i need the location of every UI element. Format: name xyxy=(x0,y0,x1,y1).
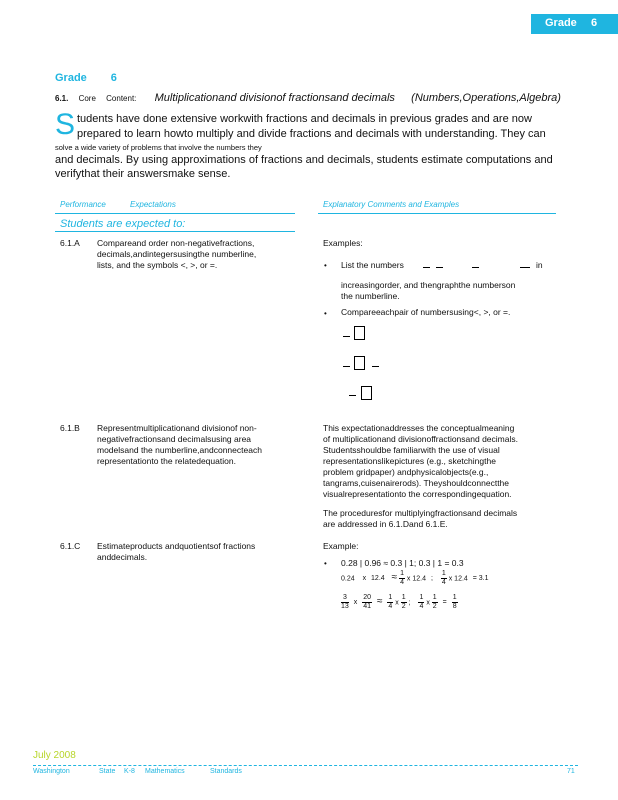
blank-dash xyxy=(520,267,530,268)
core-title: Multiplicationand divisionof fractionsand decimals xyxy=(154,92,395,104)
row-id-b: 6.1.B xyxy=(60,423,80,433)
math-fraction xyxy=(432,594,438,611)
row-b-line: representationto the relatedequation. xyxy=(97,456,236,466)
math-fraction xyxy=(452,594,458,611)
intro-line-4: verifythat their answersmake sense. xyxy=(55,168,231,180)
compare-dash xyxy=(372,366,379,367)
expl-b-paragraph-2 xyxy=(323,508,563,530)
math-op: ≈ xyxy=(391,572,398,584)
expl-a-b2: Compareeachpair of numbersusing<, >, or =. xyxy=(341,307,511,317)
fraction-numerator: 1 xyxy=(441,570,446,577)
fraction-denominator: 41 xyxy=(363,603,371,610)
students-rule xyxy=(55,231,295,232)
core-strands: (Numbers,Operations,Algebra) xyxy=(411,92,561,104)
fraction-numerator: 1 xyxy=(400,570,404,577)
row-a-line: Compareand order non-negativefractions, xyxy=(97,238,255,248)
footer-dashed-rule xyxy=(33,765,578,766)
expl-a-b1c: increasingorder, and thengraphthe numberson xyxy=(341,280,516,290)
left-column-rule xyxy=(55,213,295,214)
math-term: 12.4 xyxy=(412,575,426,583)
grade-heading xyxy=(55,72,117,84)
math-op: = xyxy=(442,599,447,607)
grade-tab-number: 6 xyxy=(591,17,598,29)
intro-line-2: prepared to learn howto multiply and divide fractions and decimals with understanding. They can xyxy=(77,128,546,140)
bullet-dot: • xyxy=(324,559,327,568)
math-fraction xyxy=(387,594,393,611)
row-text-c xyxy=(97,541,297,563)
row-c-line: Estimateproducts andquotientsof fractions xyxy=(97,541,256,551)
math-line-2 xyxy=(341,570,489,587)
compare-box xyxy=(354,356,365,370)
footer-grades: K-8 xyxy=(124,768,135,775)
fraction-denominator: 4 xyxy=(388,603,393,610)
grade-heading-label: Grade xyxy=(55,72,87,84)
expl-b-line: This expectationaddresses the conceptualmeaning xyxy=(323,423,515,433)
footer-state: State xyxy=(99,768,116,775)
core-number: 6.1. xyxy=(55,94,69,103)
fraction-numerator: 1 xyxy=(452,594,457,601)
footer-standards: Standards xyxy=(210,768,242,775)
compare-box xyxy=(354,326,365,340)
math-term: 0.24 xyxy=(341,575,355,583)
math-fraction xyxy=(401,594,407,611)
expl-b-line: visualrepresentationto the correspondingequation. xyxy=(323,489,512,499)
fraction-numerator: 1 xyxy=(388,594,393,601)
row-c-line: anddecimals. xyxy=(97,552,148,562)
math-op: x xyxy=(448,575,453,583)
expl-a-b1b: in xyxy=(536,260,543,270)
math-result: = 3.1 xyxy=(472,575,489,583)
intro-small-line: solve a wide variety of problems that involve the numbers they xyxy=(55,143,262,152)
math-op: ≈ xyxy=(376,596,383,608)
fraction-denominator: 2 xyxy=(401,603,406,610)
footer-washington: Washington xyxy=(33,768,70,775)
expectations-label: Expectations xyxy=(130,200,176,209)
fraction-denominator: 8 xyxy=(452,603,457,610)
expl-a-b1d: the numberline. xyxy=(341,291,400,301)
page-number: 71 xyxy=(567,768,575,775)
fraction-numerator: 3 xyxy=(342,594,347,601)
fraction-denominator: 13 xyxy=(341,603,349,610)
math-op: x xyxy=(353,599,358,607)
expl-c-example: Example: xyxy=(323,541,359,551)
fraction-numerator: 1 xyxy=(401,594,406,601)
row-b-line: negativefractionsand decimalsusing area xyxy=(97,434,252,444)
expl-b-line: problem gridpaper) andphysicalobjects(e.g., xyxy=(323,467,489,477)
fraction-denominator: 4 xyxy=(400,579,404,586)
expl-b-line: of multiplicationand divisionoffractionsand decimals. xyxy=(323,434,518,444)
bullet-dot: • xyxy=(324,261,327,270)
fraction-denominator: 4 xyxy=(419,603,424,610)
row-b-line: Representmultiplicationand divisionof non- xyxy=(97,423,257,433)
math-op: x xyxy=(395,599,399,607)
row-a-line: lists, and the symbols <, >, or =. xyxy=(97,260,218,270)
intro-dropcap: S xyxy=(55,108,76,141)
footer-mathematics: Mathematics xyxy=(145,768,185,775)
intro-line-1: tudents have done extensive workwith fractions and decimals in previous grades and are now xyxy=(77,113,532,125)
fraction-denominator: 4 xyxy=(441,579,446,586)
row-id-a: 6.1.A xyxy=(60,238,80,248)
math-fraction xyxy=(399,570,405,587)
students-expected-heading: Students are expected to: xyxy=(60,218,186,230)
math-fraction xyxy=(441,570,447,587)
fraction-denominator: 2 xyxy=(432,603,437,610)
math-op: ; xyxy=(408,599,411,607)
math-op: x xyxy=(406,575,411,583)
performance-header xyxy=(60,200,176,209)
right-column-rule xyxy=(318,213,556,214)
math-fraction xyxy=(362,594,372,611)
math-op: x xyxy=(426,599,430,607)
math-fraction xyxy=(418,594,424,611)
core-content-line xyxy=(55,92,561,104)
core-label: Core xyxy=(78,94,96,103)
grade-tab-label: Grade xyxy=(545,17,577,29)
math-op: ; xyxy=(430,575,433,583)
grade-tab xyxy=(531,14,618,34)
compare-box xyxy=(361,386,372,400)
blank-dash xyxy=(472,267,479,268)
expl-b-line: tangrams,cuisenairerods). Theyshouldconnectthe xyxy=(323,478,510,488)
row-text-a xyxy=(97,238,297,271)
compare-dash xyxy=(349,395,356,396)
grade-heading-number: 6 xyxy=(110,72,117,84)
fraction-numerator: 1 xyxy=(419,594,424,601)
fraction-numerator: 20 xyxy=(363,594,371,601)
intro-line-3: and decimals. By using approximations of fractions and decimals, students estimate computations and xyxy=(55,154,553,166)
expl-b-paragraph-1 xyxy=(323,423,563,500)
blank-dash xyxy=(423,267,430,268)
expl-a-examples: Examples: xyxy=(323,238,363,248)
row-text-b xyxy=(97,423,297,467)
fraction-numerator: 1 xyxy=(432,594,437,601)
expl-b-line: The proceduresfor multiplyingfractionsand decimals xyxy=(323,508,518,518)
content-label: Content: xyxy=(106,94,137,103)
math-op: x xyxy=(362,575,367,583)
bullet-dot: • xyxy=(324,309,327,318)
compare-dash xyxy=(343,336,350,337)
expl-b-line: are addressed in 6.1.Dand 6.1.E. xyxy=(323,519,448,529)
math-term: 12.4 xyxy=(454,575,468,583)
explanatory-header: Explanatory Comments and Examples xyxy=(323,200,460,209)
footer-date: July 2008 xyxy=(33,750,76,761)
compare-dash xyxy=(343,366,350,367)
performance-label: Performance xyxy=(60,200,106,209)
row-id-c: 6.1.C xyxy=(60,541,81,551)
row-a-line: decimals,andintegersusingthe numberline, xyxy=(97,249,257,259)
expl-b-line: representationslikepictures (e.g., sketchingthe xyxy=(323,456,496,466)
expl-b-line: Studentsshouldbe familiarwith the use of visual xyxy=(323,445,500,455)
expl-a-b1a: List the numbers xyxy=(341,260,404,270)
math-line-3 xyxy=(341,594,458,611)
expl-c-line-1: 0.28 | 0.96 ≈ 0.3 | 1; 0.3 | 1 = 0.3 xyxy=(341,558,464,568)
row-b-line: modelsand the numberline,andconnecteach xyxy=(97,445,262,455)
blank-dash xyxy=(436,267,443,268)
math-term: 12.4 xyxy=(371,575,385,583)
math-fraction xyxy=(341,594,349,611)
